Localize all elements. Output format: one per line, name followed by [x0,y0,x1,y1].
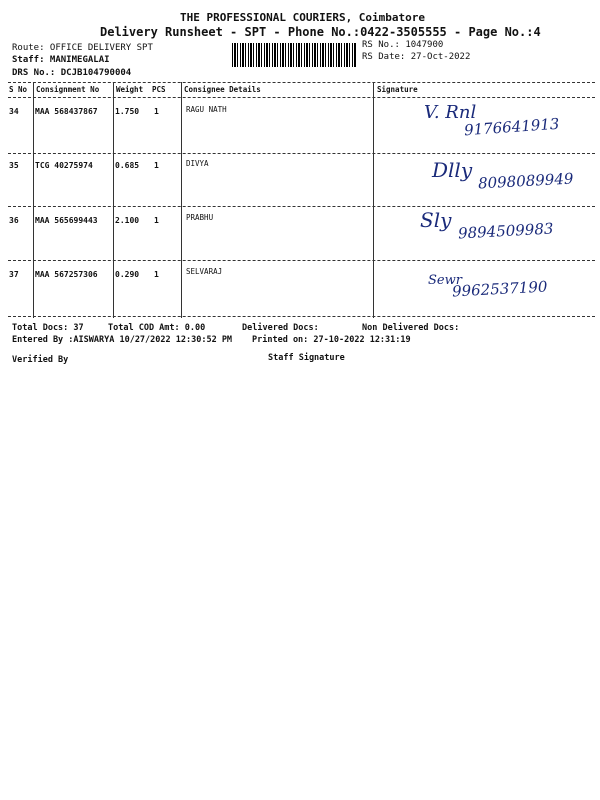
delivered-docs: Delivered Docs: [242,323,319,333]
cell-weight: 0.685 [115,161,140,170]
total-docs: Total Docs: 37 [12,323,84,333]
cell-consignment: TCG 40275974 [35,161,93,170]
table-header-rule [8,97,595,98]
cell-consignment: MAA 568437867 [35,107,98,116]
row-rule [8,260,595,261]
column-divider [113,82,114,318]
cell-sno: 36 [9,216,19,225]
cell-pcs: 1 [154,270,159,279]
cell-sno: 34 [9,107,19,116]
handwritten-signature: V. Rnl [424,102,477,123]
col-header-signature: Signature [377,85,418,94]
col-header-consignee: Consignee Details [184,85,261,94]
route-label: Route: OFFICE DELIVERY SPT [12,43,153,53]
cell-weight: 0.290 [115,270,140,279]
cell-consignee: DIVYA [186,159,209,168]
total-cod-amount: Total COD Amt: 0.00 [108,323,206,333]
handwritten-phone: 8098089949 [477,169,574,193]
runsheet-title: Delivery Runsheet - SPT - Phone No.:0422-3505555 - Page No.:4 [100,25,541,39]
cell-pcs: 1 [154,107,159,116]
staff-label: Staff: MANIMEGALAI [12,55,110,65]
barcode [232,43,356,67]
column-divider [373,82,374,318]
cell-weight: 2.100 [115,216,140,225]
col-header-consignment: Consignment No [36,85,100,94]
cell-sno: 35 [9,161,19,170]
staff-signature-label: Staff Signature [268,353,345,363]
column-divider [181,82,182,318]
cell-pcs: 1 [154,161,159,170]
table-top-rule [8,82,595,83]
handwritten-phone: 9894509983 [457,219,554,243]
company-title: THE PROFESSIONAL COURIERS, Coimbatore [180,11,426,24]
cell-consignment: MAA 567257306 [35,270,98,279]
cell-consignee: RAGU NATH [186,105,227,114]
cell-consignee: PRABHU [186,213,214,222]
row-rule [8,206,595,207]
handwritten-phone: 9962537190 [451,277,548,301]
entered-by: Entered By :AISWARYA 10/27/2022 12:30:52 PM [12,335,233,345]
handwritten-phone: 9176641913 [463,114,560,140]
rs-date: RS Date: 27-Oct-2022 [362,52,471,62]
drs-number: DRS No.: DCJB104790004 [12,68,132,78]
verified-by: Verified By [12,355,69,365]
col-header-weight: Weight [116,85,144,94]
row-rule [8,153,595,154]
cell-weight: 1.750 [115,107,140,116]
column-divider [33,82,34,318]
cell-consignee: SELVARAJ [186,267,223,276]
printed-on: Printed on: 27-10-2022 12:31:19 [252,335,411,345]
handwritten-signature: Sewr [428,273,462,288]
cell-pcs: 1 [154,216,159,225]
rs-number: RS No.: 1047900 [362,40,444,50]
handwritten-signature: Sly [420,208,452,232]
col-header-sno: S No [9,85,28,94]
non-delivered-docs: Non Delivered Docs: [362,323,460,333]
cell-consignment: MAA 565699443 [35,216,98,225]
cell-sno: 37 [9,270,19,279]
handwritten-signature: Dlly [432,158,473,182]
table-bottom-rule [8,316,595,317]
col-header-pcs: PCS [152,85,166,94]
